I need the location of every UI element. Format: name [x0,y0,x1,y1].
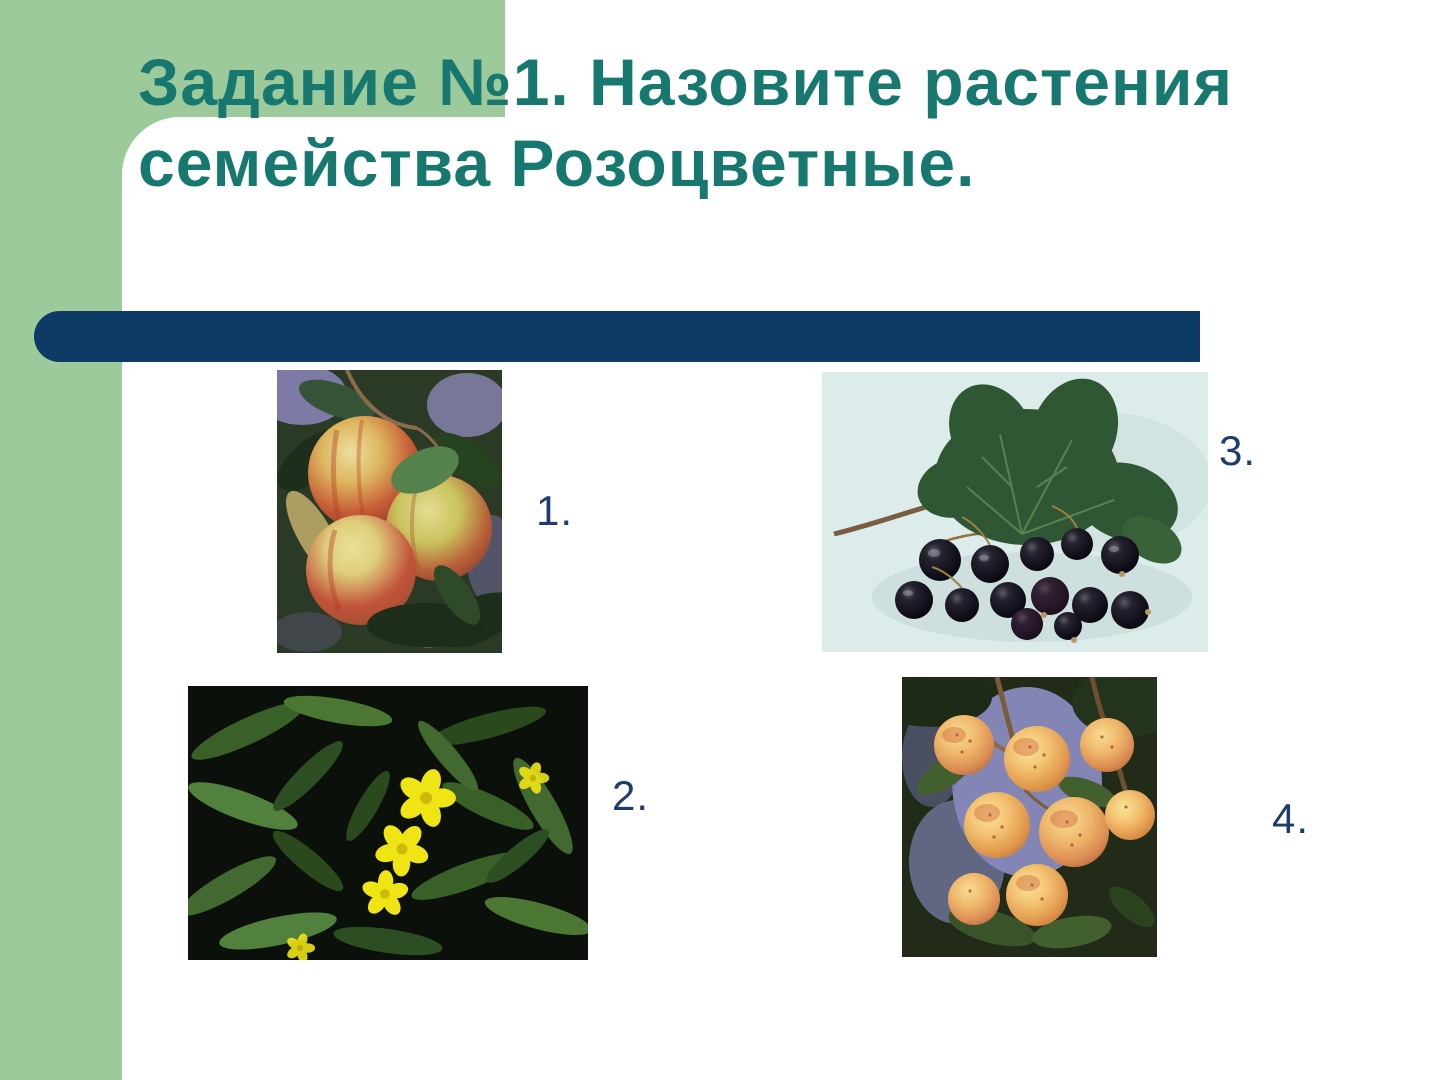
apricots-image [902,677,1157,957]
yellow-flowers-image [188,686,588,960]
slide-title [138,42,1368,204]
photo-blackcurrants [822,372,1208,652]
item-number-4: 4. [1272,795,1310,842]
photo-apples [277,370,502,653]
slide-title-line1: Задание №1. Назовите растения [138,45,1233,119]
divider-bar [34,311,1200,362]
photo-apricots [902,677,1157,957]
item-number-2: 2. [612,772,650,819]
item-number-1: 1. [536,487,574,534]
photo-yellow-flowers [188,686,588,960]
sidebar-accent [0,0,122,1080]
slide-title-line2: семейства Розоцветные. [138,126,976,200]
apples-image [277,370,502,653]
blackcurrants-image [822,372,1208,652]
item-number-3: 3. [1219,427,1257,474]
